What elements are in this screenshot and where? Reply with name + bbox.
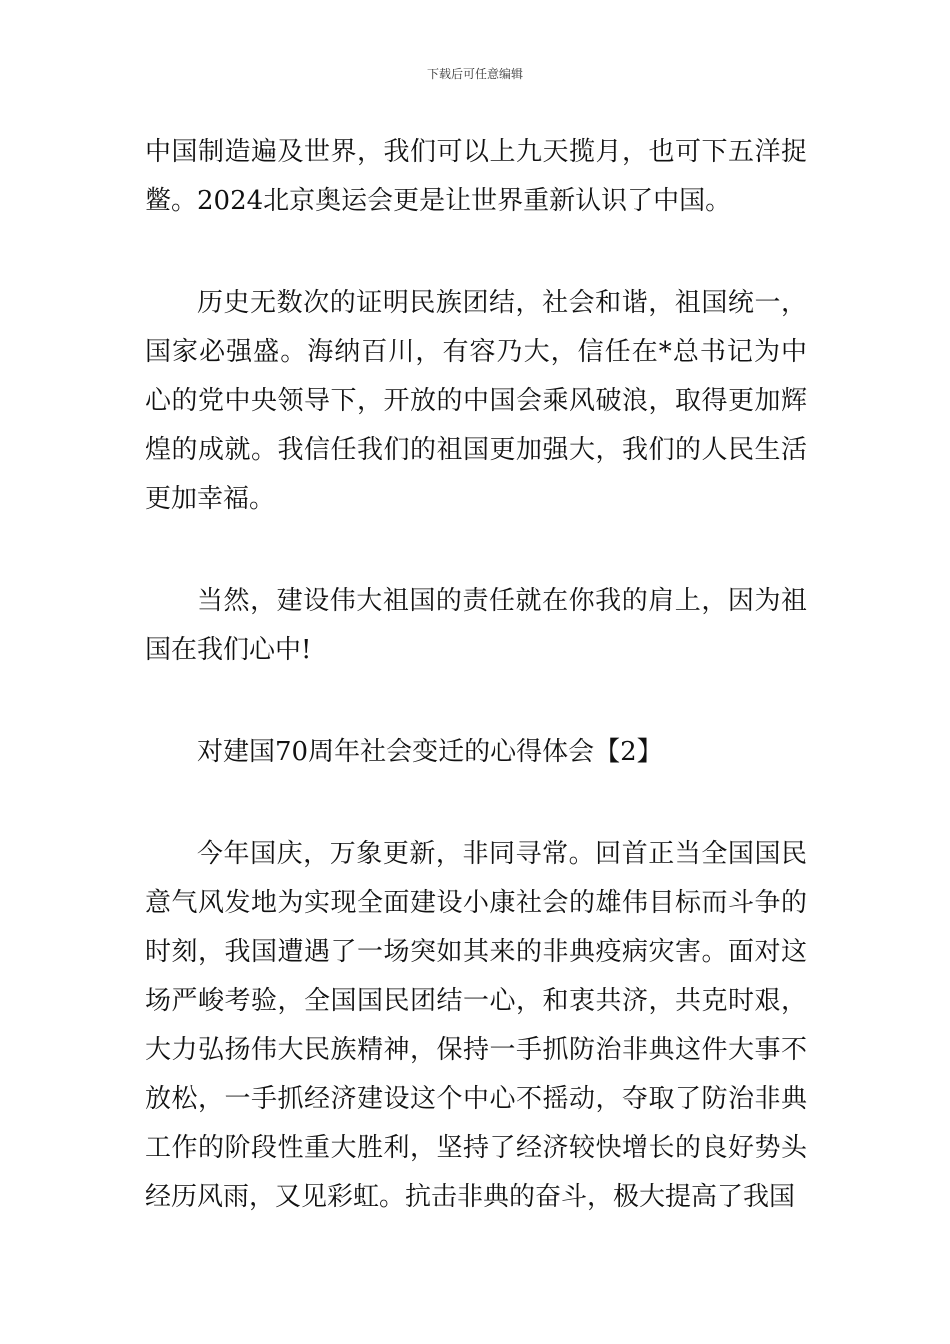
paragraph-gap — [145, 524, 807, 577]
header-note: 下载后可任意编辑 — [426, 67, 523, 81]
document-body — [145, 128, 807, 1222]
paragraph-continuation: 中国制造遍及世界，我们可以上九天揽月，也可下五洋捉鳖。2024北京奥运会更是让世界重新认识了中国。 — [145, 137, 807, 216]
paragraph-gap — [145, 226, 807, 279]
paragraph-unity: 历史无数次的证明民族团结，社会和谐，祖国统一，国家必强盛。海纳百川，有容乃大，信任在*总书记为中心的党中央领导下，开放的中国会乘风破浪，取得更加辉煌的成就。我信任我们的祖国更加强大，我们的人民生活更加幸福。 — [145, 288, 807, 514]
section-heading: 对建国70周年社会变迁的心得体会【2】 — [197, 737, 663, 767]
paragraph-national-day: 今年国庆，万象更新，非同寻常。回首正当全国国民意气风发地为实现全面建设小康社会的雄伟目标而斗争的时刻，我国遭遇了一场突如其来的非典疫病灾害。面对这场严峻考验，全国国民团结一心，和衷共济，共克时艰，大力弘扬伟大民族精神，保持一手抓防治非典这件大事不放松，一手抓经济建设这个中心不摇动，夺取了防治非典工作的阶段性重大胜利，坚持了经济较快增长的良好势头经历风雨，又见彩虹。抗击非典的奋斗，极大提高了我国 — [145, 839, 807, 1212]
paragraph-gap — [145, 777, 807, 830]
paragraph-responsibility: 当然，建设伟大祖国的责任就在你我的肩上，因为祖国在我们心中! — [145, 586, 807, 665]
paragraph-gap — [145, 675, 807, 728]
